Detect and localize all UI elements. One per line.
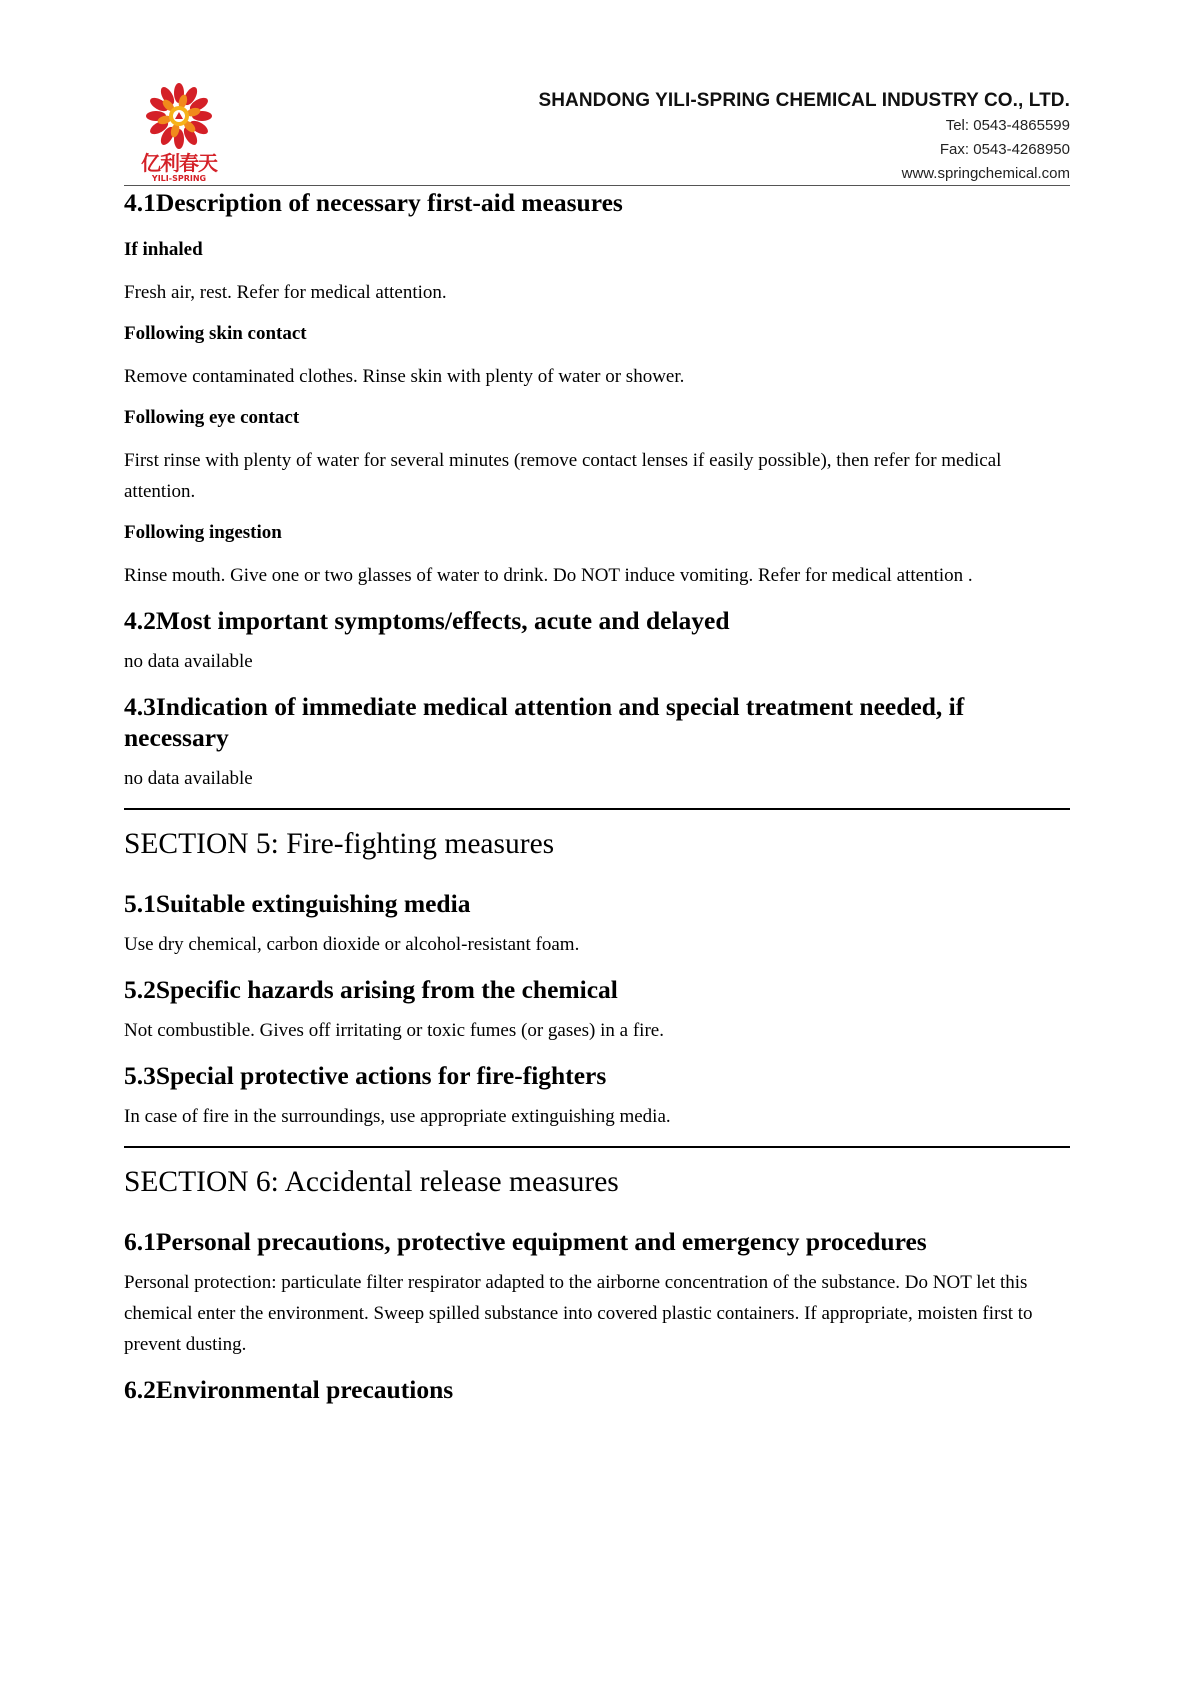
- company-logo: [139, 82, 219, 186]
- label-eye-contact: Following eye contact: [124, 407, 300, 428]
- logo-chinese-text: 亿利春天: [141, 151, 217, 175]
- heading-4-2: 4.2Most important symptoms/effects, acute and delayed: [124, 606, 730, 635]
- document-body: [124, 185, 1070, 1405]
- section-divider: [124, 808, 1070, 810]
- section-6-title: SECTION 6: Accidental release measures: [124, 1166, 619, 1198]
- text-skin-contact: Remove contaminated clothes. Rinse skin with plenty of water or shower.: [124, 366, 685, 387]
- text-5-1: Use dry chemical, carbon dioxide or alcohol-resistant foam.: [124, 934, 580, 955]
- text-ingestion: Rinse mouth. Give one or two glasses of water to drink. Do NOT induce vomiting. Refer for medical attention .: [124, 565, 973, 586]
- company-website: www.springchemical.com: [901, 165, 1070, 182]
- section-divider: [124, 1146, 1070, 1148]
- heading-4-3: 4.3Indication of immediate medical attention and special treatment needed, if necessary: [124, 692, 965, 752]
- sunflower-logo-icon: [139, 82, 219, 150]
- heading-6-1: 6.1Personal precautions, protective equipment and emergency procedures: [124, 1227, 927, 1256]
- text-eye-contact: First rinse with plenty of water for several minutes (remove contact lenses if easily possible), then refer for medical attention.: [124, 450, 1002, 502]
- company-tel: Tel: 0543-4865599: [945, 117, 1070, 134]
- text-4-2: no data available: [124, 651, 253, 672]
- text-4-3: no data available: [124, 768, 253, 789]
- text-5-2: Not combustible. Gives off irritating or toxic fumes (or gases) in a fire.: [124, 1020, 664, 1041]
- section-5-title: SECTION 5: Fire-fighting measures: [124, 828, 555, 860]
- logo-english-text: YILI-SPRING: [151, 174, 207, 183]
- text-if-inhaled: Fresh air, rest. Refer for medical attention.: [124, 282, 447, 303]
- text-5-3: In case of fire in the surroundings, use appropriate extinguishing media.: [124, 1106, 671, 1127]
- company-info: [538, 88, 1070, 186]
- label-if-inhaled: If inhaled: [124, 239, 203, 260]
- page-header: [124, 78, 1070, 186]
- company-name: SHANDONG YILI-SPRING CHEMICAL INDUSTRY CO., LTD.: [538, 90, 1070, 111]
- company-fax: Fax: 0543-4268950: [939, 141, 1070, 158]
- text-6-1: Personal protection: particulate filter respirator adapted to the airborne concentration of the substance. Do NOT let this chemical enter the environment. Sweep spilled substance into covered plastic containers. If appropriate, moisten first to prevent dusting.: [124, 1272, 1033, 1355]
- label-ingestion: Following ingestion: [124, 522, 282, 543]
- heading-5-3: 5.3Special protective actions for fire-fighters: [124, 1061, 607, 1090]
- heading-5-2: 5.2Specific hazards arising from the chemical: [124, 975, 618, 1004]
- label-skin-contact: Following skin contact: [124, 323, 307, 344]
- heading-4-1: 4.1Description of necessary first-aid measures: [124, 188, 623, 217]
- heading-5-1: 5.1Suitable extinguishing media: [124, 889, 471, 918]
- heading-6-2: 6.2Environmental precautions: [124, 1375, 454, 1404]
